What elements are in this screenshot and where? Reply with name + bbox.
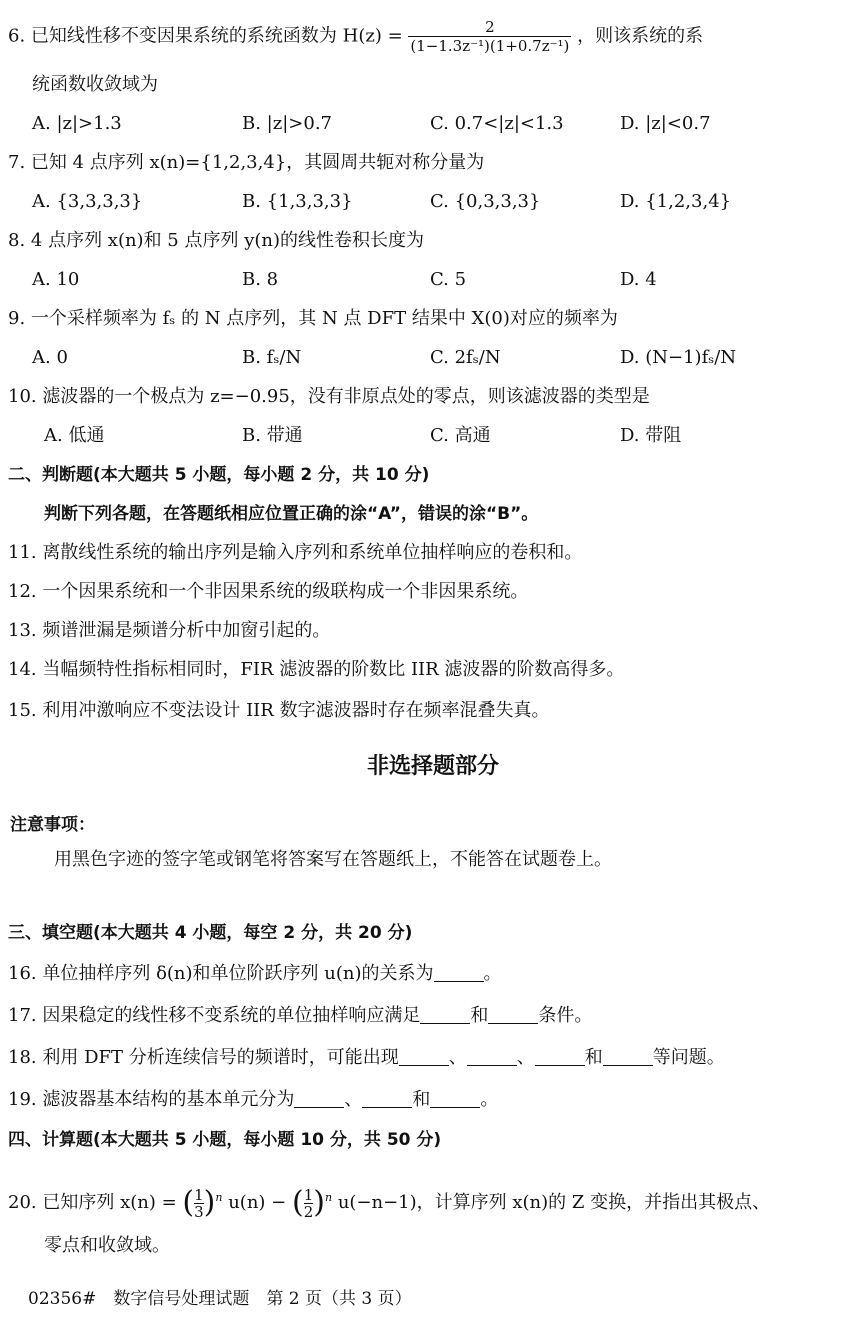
q18-blank-2[interactable]: [467, 1047, 517, 1066]
q20-paren-close-1: ): [203, 1185, 216, 1220]
q19-blank-2[interactable]: [362, 1089, 412, 1108]
part-title: 非选择题部分: [366, 754, 499, 779]
q6-line2: 统函数收敛域为: [32, 74, 158, 95]
q20-line2: 零点和收敛域。: [44, 1235, 170, 1256]
q18-sep-1: 、: [448, 1047, 467, 1068]
q6-option-a: A. |z|>1.3: [32, 113, 122, 134]
q8-option-a: A. 10: [32, 269, 80, 290]
q18-sep-2: 、: [516, 1047, 535, 1068]
q7-option-d: D. {1,2,3,4}: [620, 191, 732, 212]
q10-option-a: A. 低通: [44, 425, 105, 446]
q19-blank-3[interactable]: [430, 1089, 480, 1108]
q19-and: 和: [412, 1089, 431, 1110]
q19: [8, 1088, 498, 1112]
q20-paren-close-2: ): [313, 1185, 325, 1220]
q20-f1-num: 1: [194, 1185, 204, 1204]
section2-instruction: 判断下列各题，在答题纸相应位置正确的涂“A”，错误的涂“B”。: [44, 504, 539, 524]
q9-option-a: A. 0: [32, 347, 68, 368]
q20-exp-2: n: [324, 1191, 333, 1204]
q18-text: 18. 利用 DFT 分析连续信号的频谱时，可能出现: [8, 1047, 399, 1068]
q19-blank-1[interactable]: [294, 1089, 344, 1108]
q9-option-c: C. 2fₛ/N: [430, 347, 501, 368]
q20-line1: [8, 1178, 770, 1223]
q7-option-c: C. {0,3,3,3}: [430, 191, 541, 212]
judge-item-12: 12. 一个因果系统和一个非因果系统的级联构成一个非因果系统。: [8, 581, 529, 602]
q18-and: 和: [584, 1047, 603, 1068]
judge-item-14: 14. 当幅频特性指标相同时，FIR 滤波器的阶数比 IIR 滤波器的阶数高得多。: [8, 659, 625, 680]
q9-stem: 9. 一个采样频率为 fₛ 的 N 点序列，其 N 点 DFT 结果中 X(0)对应的频率为: [8, 308, 618, 329]
q6-suffix: ，则该系统的系: [577, 25, 704, 47]
judge-item-13: 13. 频谱泄漏是频谱分析中加窗引起的。: [8, 620, 331, 641]
q6-line1: [8, 18, 703, 55]
judge-item-15: 15. 利用冲激响应不变法设计 IIR 数字滤波器时存在频率混叠失真。: [8, 700, 550, 721]
q16-end: 。: [483, 963, 502, 984]
q17-blank-2[interactable]: [488, 1005, 538, 1024]
q6-frac-numerator: 2: [485, 18, 495, 36]
q8-stem: 8. 4 点序列 x(n)和 5 点序列 y(n)的线性卷积长度为: [8, 230, 425, 251]
q10-option-d: D. 带阻: [620, 425, 682, 446]
q7-option-a: A. {3,3,3,3}: [32, 191, 143, 212]
q6-option-d: D. |z|<0.7: [620, 113, 711, 134]
q19-end: 。: [480, 1089, 499, 1110]
q20-prefix: 20. 已知序列 x(n) =: [8, 1192, 177, 1213]
q18-blank-1[interactable]: [399, 1047, 449, 1066]
q20-suffix: u(−n−1)，计算序列 x(n)的 Z 变换，并指出其极点、: [337, 1192, 771, 1213]
q20-fraction-2: [304, 1187, 314, 1220]
q20-f2-den: 2: [303, 1202, 314, 1221]
q16: [8, 962, 502, 986]
judge-item-11: 11. 离散线性系统的输出序列是输入序列和系统单位抽样响应的卷积和。: [8, 542, 583, 563]
q9-option-b: B. fₛ/N: [242, 347, 302, 368]
q17-text: 17. 因果稳定的线性移不变系统的单位抽样响应满足: [8, 1005, 421, 1026]
q8-option-b: B. 8: [242, 269, 279, 290]
q19-text: 19. 滤波器基本结构的基本单元分为: [8, 1089, 295, 1110]
notice-text: 用黑色字迹的签字笔或钢笔将答案写在答题纸上，不能答在试题卷上。: [54, 849, 612, 870]
q17-blank-1[interactable]: [420, 1005, 470, 1024]
page-footer: 02356# 数字信号处理试题 第 2 页（共 3 页）: [28, 1289, 412, 1309]
q17: [8, 1004, 592, 1028]
q10-option-b: B. 带通: [242, 425, 303, 446]
q20-mid: u(n) −: [228, 1192, 287, 1213]
q6-frac-denominator: (1−1.3z⁻¹)(1+0.7z⁻¹): [410, 37, 570, 55]
q16-blank[interactable]: [434, 963, 484, 982]
q19-sep: 、: [344, 1089, 363, 1110]
q20-f2-num: 1: [303, 1185, 314, 1204]
q16-text: 16. 单位抽样序列 δ(n)和单位阶跃序列 u(n)的关系为: [8, 963, 434, 984]
q20-fraction-1: [194, 1187, 204, 1220]
q7-option-b: B. {1,3,3,3}: [242, 191, 353, 212]
q8-option-c: C. 5: [430, 269, 467, 290]
q8-option-d: D. 4: [620, 269, 657, 290]
section2-heading: 二、判断题(本大题共 5 小题，每小题 2 分，共 10 分): [8, 465, 430, 485]
q18-blank-4[interactable]: [603, 1047, 653, 1066]
q6-prefix: 6. 已知线性移不变因果系统的系统函数为 H(z) =: [8, 25, 403, 47]
q7-stem: 7. 已知 4 点序列 x(n)={1,2,3,4}，其圆周共轭对称分量为: [8, 152, 485, 173]
q10-option-c: C. 高通: [430, 425, 491, 446]
q17-and: 和: [470, 1005, 489, 1026]
q20-paren-open-2: (: [292, 1185, 304, 1220]
section3-heading: 三、填空题(本大题共 4 小题，每空 2 分，共 20 分): [8, 923, 413, 943]
notice-label: 注意事项：: [10, 815, 95, 835]
q18: [8, 1046, 725, 1070]
q17-end: 条件。: [538, 1005, 593, 1026]
q9-option-d: D. (N−1)fₛ/N: [620, 347, 737, 368]
q6-transfer-fraction: [408, 18, 571, 55]
q6-option-c: C. 0.7<|z|<1.3: [430, 113, 564, 134]
section4-heading: 四、计算题(本大题共 5 小题，每小题 10 分，共 50 分): [8, 1130, 442, 1150]
q6-option-b: B. |z|>0.7: [242, 113, 332, 134]
q10-stem: 10. 滤波器的一个极点为 z=−0.95，没有非原点处的零点，则该滤波器的类型是: [8, 386, 650, 407]
q20-exp-1: n: [215, 1191, 223, 1204]
q18-blank-3[interactable]: [535, 1047, 585, 1066]
q20-paren-open-1: (: [182, 1185, 195, 1220]
q20-f1-den: 3: [194, 1202, 204, 1221]
q18-end: 等问题。: [652, 1047, 725, 1068]
